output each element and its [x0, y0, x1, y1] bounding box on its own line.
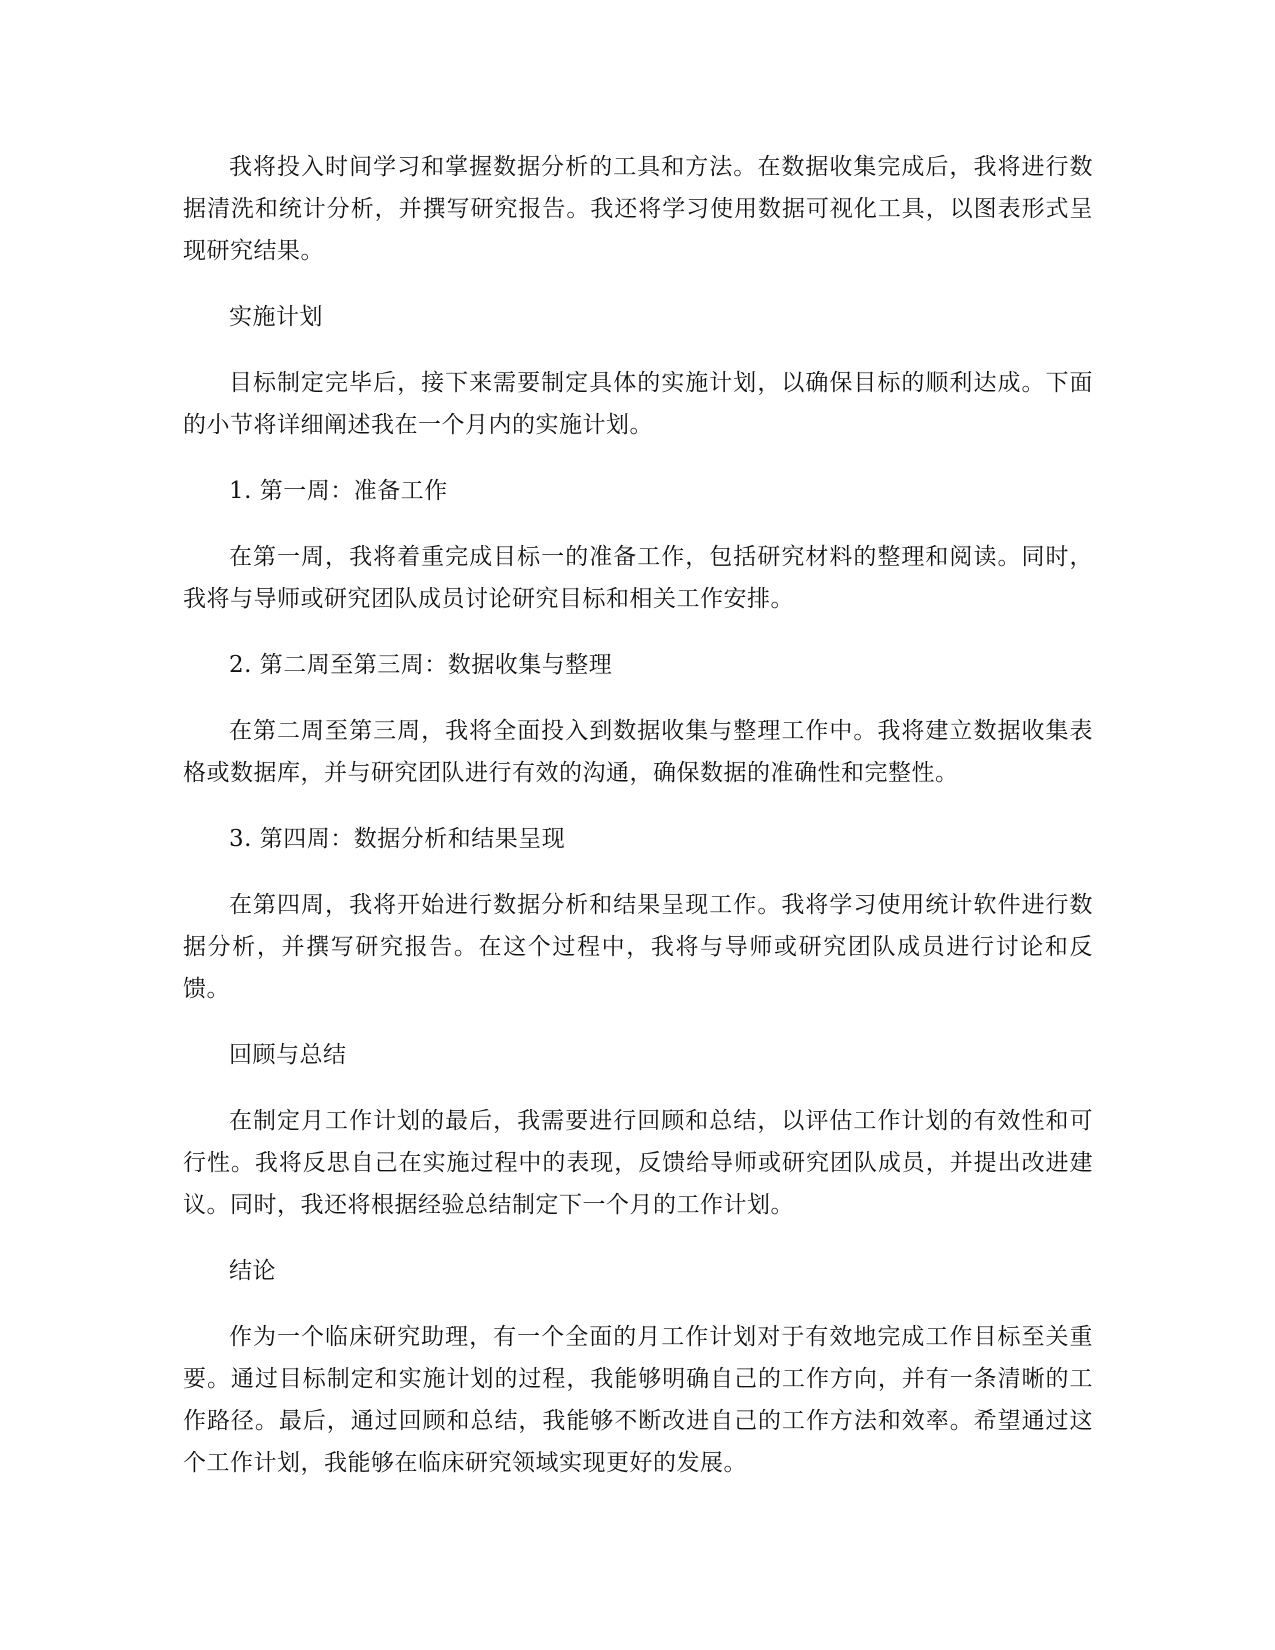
- paragraph-week-one: 在第一周，我将着重完成目标一的准备工作，包括研究材料的整理和阅读。同时，我将与导师或研究团队成员讨论研究目标和相关工作安排。: [183, 544, 1093, 612]
- paragraph-implementation-intro: 目标制定完毕后，接下来需要制定具体的实施计划，以确保目标的顺利达成。下面的小节将详细阐述我在一个月内的实施计划。: [183, 370, 1093, 438]
- heading-week-one: 1. 第一周：准备工作: [229, 478, 448, 504]
- paragraph-data-analysis-tools: 我将投入时间学习和掌握数据分析的工具和方法。在数据收集完成后，我将进行数据清洗和统计分析，并撰写研究报告。我还将学习使用数据可视化工具，以图表形式呈现研究结果。: [183, 154, 1093, 264]
- document-body: [183, 146, 1093, 1508]
- heading-conclusion: 结论: [229, 1258, 276, 1284]
- paragraph-week-four: 在第四周，我将开始进行数据分析和结果呈现工作。我将学习使用统计软件进行数据分析，并撰写研究报告。在这个过程中，我将与导师或研究团队成员进行讨论和反馈。: [183, 892, 1093, 1002]
- heading-implementation-plan: 实施计划: [229, 304, 323, 330]
- paragraph-conclusion: 作为一个临床研究助理，有一个全面的月工作计划对于有效地完成工作目标至关重要。通过目标制定和实施计划的过程，我能够明确自己的工作方向，并有一条清晰的工作路径。最后，通过回顾和总结，我能够不断改进自己的工作方法和效率。希望通过这个工作计划，我能够在临床研究领域实现更好的发展。: [183, 1324, 1093, 1476]
- paragraph-weeks-two-three: 在第二周至第三周，我将全面投入到数据收集与整理工作中。我将建立数据收集表格或数据库，并与研究团队进行有效的沟通，确保数据的准确性和完整性。: [183, 718, 1093, 786]
- heading-review-summary: 回顾与总结: [229, 1042, 347, 1068]
- heading-weeks-two-three: 2. 第二周至第三周：数据收集与整理: [229, 652, 613, 678]
- paragraph-review-summary: 在制定月工作计划的最后，我需要进行回顾和总结，以评估工作计划的有效性和可行性。我将反思自己在实施过程中的表现，反馈给导师或研究团队成员，并提出改进建议。同时，我还将根据经验总结制定下一个月的工作计划。: [183, 1108, 1093, 1218]
- heading-week-four: 3. 第四周：数据分析和结果呈现: [229, 826, 566, 852]
